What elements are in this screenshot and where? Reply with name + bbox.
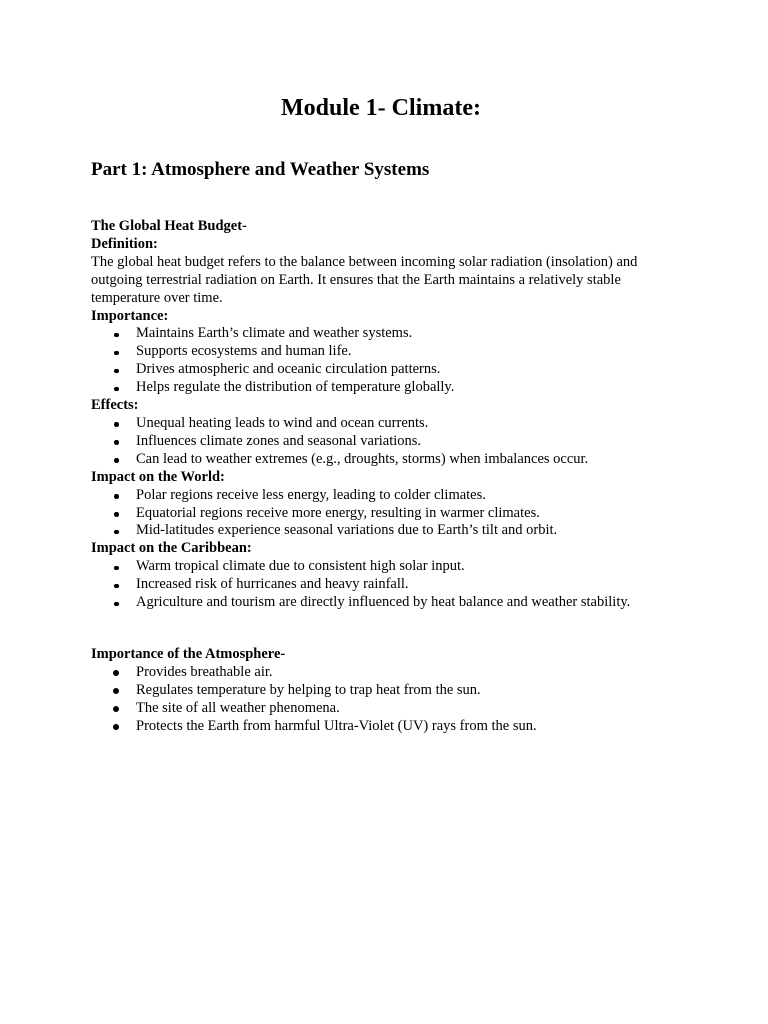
part-heading: Part 1: Atmosphere and Weather Systems bbox=[91, 159, 430, 180]
importance-list bbox=[91, 325, 691, 397]
atmosphere-heading: Importance of the Atmosphere- bbox=[91, 646, 286, 662]
list-item: The site of all weather phenomena. bbox=[91, 700, 691, 718]
list-item: Helps regulate the distribution of temperature globally. bbox=[91, 379, 691, 397]
list-item: Provides breathable air. bbox=[91, 664, 691, 682]
definition-text: The global heat budget refers to the balance between incoming solar radiation (insolation) and outgoing terrestrial radiation on Earth. It ensures that the Earth maintains a relatively stable temperature over time. bbox=[91, 253, 638, 306]
list-item: Influences climate zones and seasonal variations. bbox=[91, 433, 691, 451]
importance-label: Importance: bbox=[91, 307, 169, 324]
list-item: Equatorial regions receive more energy, resulting in warmer climates. bbox=[91, 505, 691, 523]
list-item: Drives atmospheric and oceanic circulation patterns. bbox=[91, 361, 691, 379]
list-item: Agriculture and tourism are directly influenced by heat balance and weather stability. bbox=[91, 594, 691, 612]
page-title: Module 1- Climate: bbox=[281, 95, 481, 121]
effects-list bbox=[91, 415, 691, 469]
list-item: Mid-latitudes experience seasonal variations due to Earth’s tilt and orbit. bbox=[91, 522, 691, 540]
list-item: Polar regions receive less energy, leading to colder climates. bbox=[91, 487, 691, 505]
list-item: Supports ecosystems and human life. bbox=[91, 343, 691, 361]
list-item: Maintains Earth’s climate and weather systems. bbox=[91, 325, 691, 343]
list-item: Increased risk of hurricanes and heavy rainfall. bbox=[91, 576, 691, 594]
definition-label: Definition: bbox=[91, 235, 158, 252]
caribbean-impact-list bbox=[91, 558, 691, 612]
heat-budget-section bbox=[91, 218, 691, 612]
effects-label: Effects: bbox=[91, 397, 139, 414]
atmosphere-section bbox=[91, 646, 691, 736]
world-impact-label: Impact on the World: bbox=[91, 468, 225, 485]
list-item: Warm tropical climate due to consistent high solar input. bbox=[91, 558, 691, 576]
world-impact-list bbox=[91, 487, 691, 541]
atmosphere-list bbox=[91, 664, 691, 736]
list-item: Protects the Earth from harmful Ultra-Violet (UV) rays from the sun. bbox=[91, 718, 691, 736]
heat-budget-heading: The Global Heat Budget- bbox=[91, 218, 247, 234]
list-item: Unequal heating leads to wind and ocean currents. bbox=[91, 415, 691, 433]
list-item: Can lead to weather extremes (e.g., droughts, storms) when imbalances occur. bbox=[91, 451, 691, 469]
caribbean-impact-label: Impact on the Caribbean: bbox=[91, 540, 252, 557]
list-item: Regulates temperature by helping to trap heat from the sun. bbox=[91, 682, 691, 700]
